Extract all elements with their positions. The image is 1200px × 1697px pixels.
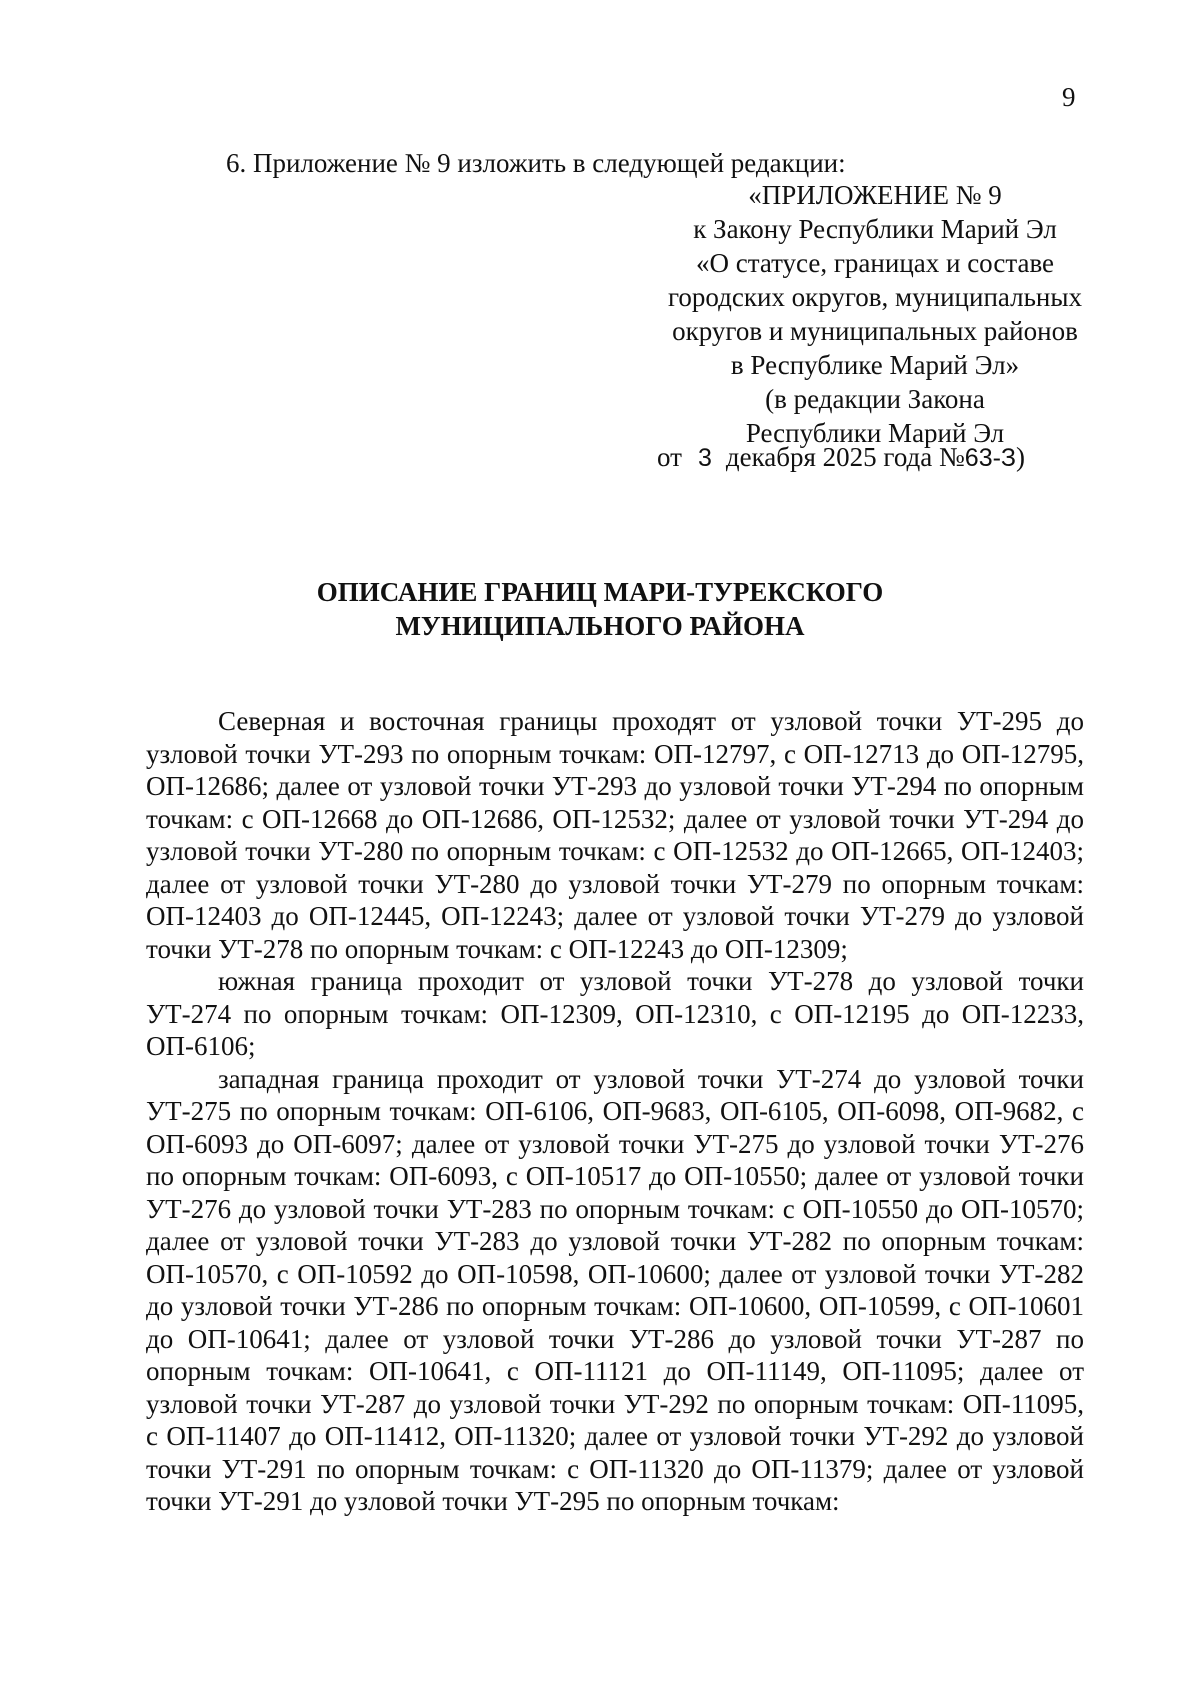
amendment-intro: 6. Приложение № 9 изложить в следующей редакции: [226,148,846,178]
appendix-header [600,178,1150,450]
document-title [150,575,1050,643]
appendix-line: в Республике Марий Эл» [730,350,1020,380]
date-text: декабря 2025 года № [725,442,965,472]
paragraph-north-east: Северная и восточная границы проходят от узловой точки УТ-295 до узловой точки УТ-293 по опорным точкам: ОП-12797, с ОП-12713 до ОП-12795, ОП-12686; далее от узловой точки УТ-293 до узловой точки УТ-294 по опорным точкам: с ОП-12668 до ОП-12686, ОП-12532; далее от узловой точки УТ-294 до узловой точки УТ-280 по опорным точкам: с ОП-12532 до ОП-12665, ОП-12403; далее от узловой точки УТ-280 до узловой точки УТ-279 по опорным точкам: ОП-12403 до ОП-12445, ОП-12243; далее от узловой точки УТ-279 до узловой точки УТ-278 по опорным точкам: с ОП-12243 до ОП-12309; [146,706,1084,964]
appendix-line: округов и муниципальных районов [672,316,1078,346]
appendix-line: городских округов, муниципальных [667,282,1082,312]
date-prefix: от [657,442,682,472]
law-number: 63-З [964,444,1017,472]
title-line: МУНИЦИПАЛЬНОГО РАЙОНА [395,611,805,641]
paragraph-west: западная граница проходит от узловой точки УТ-274 до узловой точки УТ-275 по опорным точкам: ОП-6106, ОП-9683, ОП-6105, ОП-6098, ОП-9682, с ОП-6093 до ОП-6097; далее от узловой точки УТ-275 до узловой точки УТ-276 по опорным точкам: ОП-6093, с ОП-10517 до ОП-10550; далее от узловой точки УТ-276 до узловой точки УТ-283 по опорным точкам: с ОП-10550 до ОП-10570; далее от узловой точки УТ-283 до узловой точки УТ-282 по опорным точкам: ОП-10570, с ОП-10592 до ОП-10598, ОП-10600; далее от узловой точки УТ-282 до узловой точки УТ-286 по опорным точкам: ОП-10600, ОП-10599, с ОП-10601 до ОП-10641; далее от узловой точки УТ-286 до узловой точки УТ-287 по опорным точкам: ОП-10641, с ОП-11121 до ОП-11149, ОП-11095; далее от узловой точки УТ-287 до узловой точки УТ-292 по опорным точкам: ОП-11095, с ОП-11407 до ОП-11412, ОП-11320; далее от узловой точки УТ-292 до узловой точки УТ-291 по опорным точкам: с ОП-11320 до ОП-11379; далее от узловой точки УТ-291 до узловой точки УТ-295 по опорным точкам: [146,1063,1084,1516]
law-date-line [657,442,1025,473]
date-day: 3 [697,444,712,472]
page-number: 9 [1062,82,1076,112]
appendix-line: «О статусе, границах и составе [695,248,1055,278]
appendix-line: «ПРИЛОЖЕНИЕ № 9 [748,180,1002,210]
title-line: ОПИСАНИЕ ГРАНИЦ МАРИ-ТУРЕКСКОГО [316,577,884,607]
appendix-line: Республики Марий Эл [745,418,1005,448]
date-suffix: ) [1016,442,1026,472]
paragraph-south: южная граница проходит от узловой точки УТ-278 до узловой точки УТ-274 по опорным точкам: ОП-12309, ОП-12310, с ОП-12195 до ОП-12233, ОП-6106; [146,966,1084,1061]
appendix-line: к Закону Республики Марий Эл [693,214,1057,244]
appendix-line: (в редакции Закона [765,384,985,414]
boundary-description [146,705,1084,1518]
